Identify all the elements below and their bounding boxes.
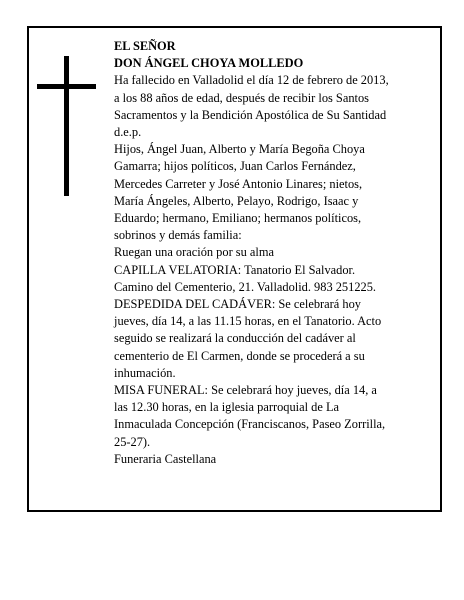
text-line: Sacramentos y la Bendición Apostólica de Su Santidad <box>114 107 387 122</box>
cross-horizontal-bar <box>37 84 96 89</box>
text-line: Hijos, Ángel Juan, Alberto y María Begoña Choya <box>114 142 365 157</box>
text-line: cementerio de El Carmen, donde se procederá a su <box>114 348 365 363</box>
text-line: a los 88 años de edad, después de recibir los Santos <box>114 90 369 105</box>
deceased-name: DON ÁNGEL CHOYA MOLLEDO <box>114 56 304 71</box>
text-line: CAPILLA VELATORIA: Tanatorio El Salvador. <box>114 262 356 277</box>
paragraph-chapel <box>114 262 436 296</box>
paragraph-mass <box>114 382 436 451</box>
text-line: Camino del Cementerio, 21. Valladolid. 983 251225. <box>114 279 377 294</box>
text-line: jueves, día 14, a las 11.15 horas, en el Tanatorio. Acto <box>114 314 382 329</box>
text-line: MISA FUNERAL: Se celebrará hoy jueves, día 14, a <box>114 383 377 398</box>
text-line: Eduardo; hermano, Emiliano; hermanos políticos, <box>114 211 362 226</box>
text-line: Funeraria Castellana <box>114 451 217 466</box>
paragraph-farewell <box>114 296 436 382</box>
heading-title: EL SEÑOR <box>114 39 176 53</box>
text-line: sobrinos y demás familia: <box>114 228 242 243</box>
text-line: Inmaculada Concepción (Franciscanos, Paseo Zorrilla, <box>114 417 386 432</box>
text-line: DESPEDIDA DEL CADÁVER: Se celebrará hoy <box>114 297 361 312</box>
text-line: María Ángeles, Alberto, Pelayo, Rodrigo, Isaac y <box>114 193 359 208</box>
text-line: d.e.p. <box>114 125 142 140</box>
text-line: inhumación. <box>114 365 176 380</box>
paragraph-prayer <box>114 244 436 261</box>
cross-vertical-bar <box>64 56 69 196</box>
obituary-paragraphs <box>114 72 436 468</box>
paragraph-funeral-home <box>114 451 436 468</box>
text-line: Ha fallecido en Valladolid el día 12 de febrero de 2013, <box>114 73 389 88</box>
text-line: 25-27). <box>114 434 151 449</box>
obituary-text <box>114 38 436 468</box>
text-line: seguido se realizará la conducción del cadáver al <box>114 331 356 346</box>
paragraph-family <box>114 141 436 244</box>
text-line: Mercedes Carreter y José Antonio Linares; nietos, <box>114 176 363 191</box>
paragraph-death <box>114 72 436 141</box>
text-line: las 12.30 horas, en la iglesia parroquial de La <box>114 400 340 415</box>
text-line: Ruegan una oración por su alma <box>114 245 274 260</box>
text-line: Gamarra; hijos políticos, Juan Carlos Fernández, <box>114 159 356 174</box>
